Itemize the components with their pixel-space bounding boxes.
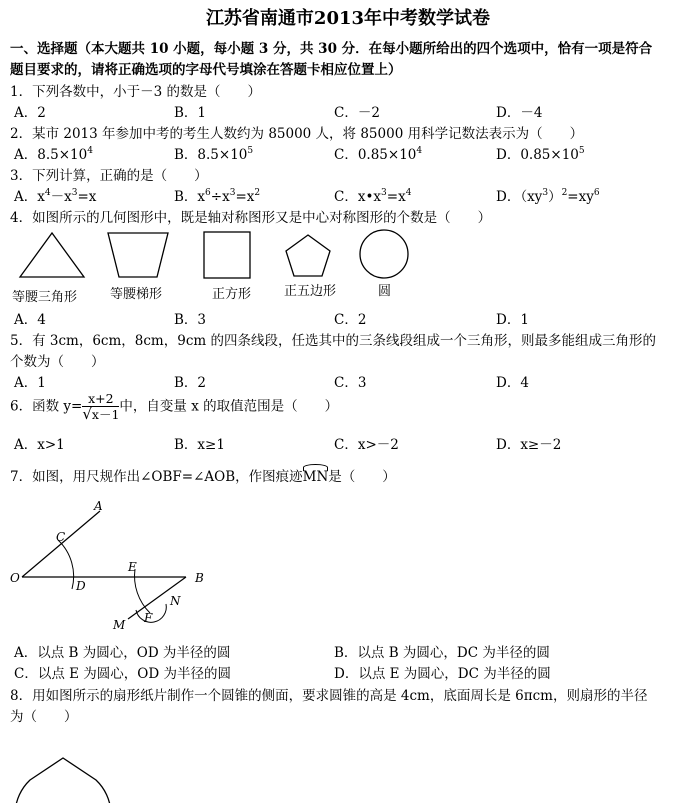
q6-stem [10, 392, 338, 422]
q6-denominator: √x－1 [82, 405, 120, 423]
point-label: D [76, 579, 86, 593]
point-label: E [128, 560, 137, 574]
q7-option-a: A．以点 B 为圆心，OD 为半径的圆 [14, 645, 231, 661]
q6-option-b: B．x≥1 [174, 437, 225, 453]
point-label: C [56, 530, 66, 544]
circle-shape [360, 230, 408, 278]
q4-option-c: C．2 [334, 312, 367, 328]
q1-stem: 1．下列各数中，小于－3 的数是（ ） [10, 84, 261, 100]
q3-option-d: D．$(xy^3)^2=xy^6$ [496, 188, 600, 205]
shape-label-square: 正方形 [212, 287, 252, 302]
q5-option-b: B．2 [174, 375, 207, 391]
q4-shapes-figure [0, 225, 440, 285]
point-label: A [94, 499, 103, 513]
q4-option-d: D．1 [496, 312, 529, 328]
point-label: M [113, 618, 126, 632]
q5-stem-line2: 个数为（ ） [10, 354, 105, 370]
q7-option-b: B．以点 B 为圆心，DC 为半径的圆 [334, 645, 550, 661]
q6-fraction [82, 392, 119, 422]
q6-stem-post: 中，自变量 x 的取值范围是（ ） [119, 398, 339, 415]
page-title: 江苏省南通市2013年中考数学试卷 [205, 8, 491, 29]
q8-sector-figure [0, 722, 130, 803]
q2-option-a: A．$8.5\times 10^4$ [14, 146, 93, 163]
q6-option-a: A．x>1 [14, 437, 65, 453]
q5-option-d: D．4 [496, 375, 529, 391]
point-label: F [144, 611, 153, 625]
q2-option-b: B．$8.5\times 10^5$ [174, 146, 254, 163]
q6-stem-pre: 6．函数 y= [10, 398, 83, 415]
q3-option-c: C．$x•x^3=x^4$ [334, 188, 412, 205]
q1-option-b: B．1 [174, 105, 207, 121]
q7-figure [0, 495, 230, 635]
q8-stem-line1: 8．用如图所示的扇形纸片制作一个圆锥的侧面，要求圆锥的高是 4cm，底面周长是 6πcm，则扇形的半径 [10, 688, 648, 704]
q7-option-d: D．以点 E 为圆心，DC 为半径的圆 [334, 666, 551, 682]
point-label: O [10, 571, 20, 585]
q4-option-b: B．3 [174, 312, 207, 328]
q2-option-d: D．$0.85\times 10^5$ [496, 146, 585, 163]
q4-option-a: A．4 [14, 312, 46, 328]
point-label: N [170, 594, 181, 608]
q1-option-d: D．－4 [496, 105, 543, 121]
q7-option-c: C．以点 E 为圆心，OD 为半径的圆 [14, 666, 231, 682]
q1-option-c: C．－2 [334, 105, 380, 121]
shape-label-circle: 圆 [378, 284, 392, 299]
q6-option-d: D．x≥－2 [496, 437, 562, 453]
sector-shape [15, 758, 111, 803]
q6-numerator: x+2 [82, 392, 119, 407]
q5-option-c: C．3 [334, 375, 367, 391]
section-header-line1: 一、选择题（本大题共 10 小题，每小题 3 分，共 30 分．在每小题所给出的四个选项中，恰有一项是符合 [10, 41, 653, 57]
q5-option-a: A．1 [14, 375, 46, 391]
shape-label-pentagon: 正五边形 [284, 284, 337, 299]
q8-stem-line2: 为（ ） [10, 709, 78, 725]
q5-stem-line1: 5．有 3cm，6cm，8cm，9cm 的四条线段，任选其中的三条线段组成一个三角形，则最多能组成三角形的 [10, 333, 656, 349]
q6-option-c: C．x>－2 [334, 437, 399, 453]
shape-label-triangle: 等腰三角形 [12, 290, 78, 305]
q3-option-b: B．$x^6\div x^3=x^2$ [174, 188, 261, 205]
isosceles-triangle-shape [20, 233, 84, 277]
section-header-line2: 题目要求的，请将正确选项的字母代号填涂在答题卡相应位置上） [10, 62, 402, 78]
point-label: B [195, 571, 204, 585]
isosceles-trapezoid-shape [108, 233, 168, 277]
q3-option-a: A．$x^4-x^3=x$ [14, 188, 97, 205]
q4-stem: 4．如图所示的几何图形中，既是轴对称图形又是中心对称图形的个数是（ ） [10, 210, 492, 226]
regular-pentagon-shape [286, 235, 330, 276]
square-shape [204, 232, 250, 278]
q2-option-c: C．$0.85\times 10^4$ [334, 146, 423, 163]
shape-label-trapezoid: 等腰梯形 [110, 287, 163, 302]
q7-arc-mn: MN [303, 469, 329, 485]
q7-stem: 7．如图，用尺规作出∠OBF=∠AOB，作图痕迹 MN是（ ） [10, 465, 396, 485]
q2-stem: 2．某市 2013 年参加中考的考生人数约为 85000 人，将 85000 用科学记数法表示为（ ） [10, 126, 584, 142]
q1-option-a: A．2 [14, 105, 46, 121]
q3-stem: 3．下列计算，正确的是（ ） [10, 168, 208, 184]
